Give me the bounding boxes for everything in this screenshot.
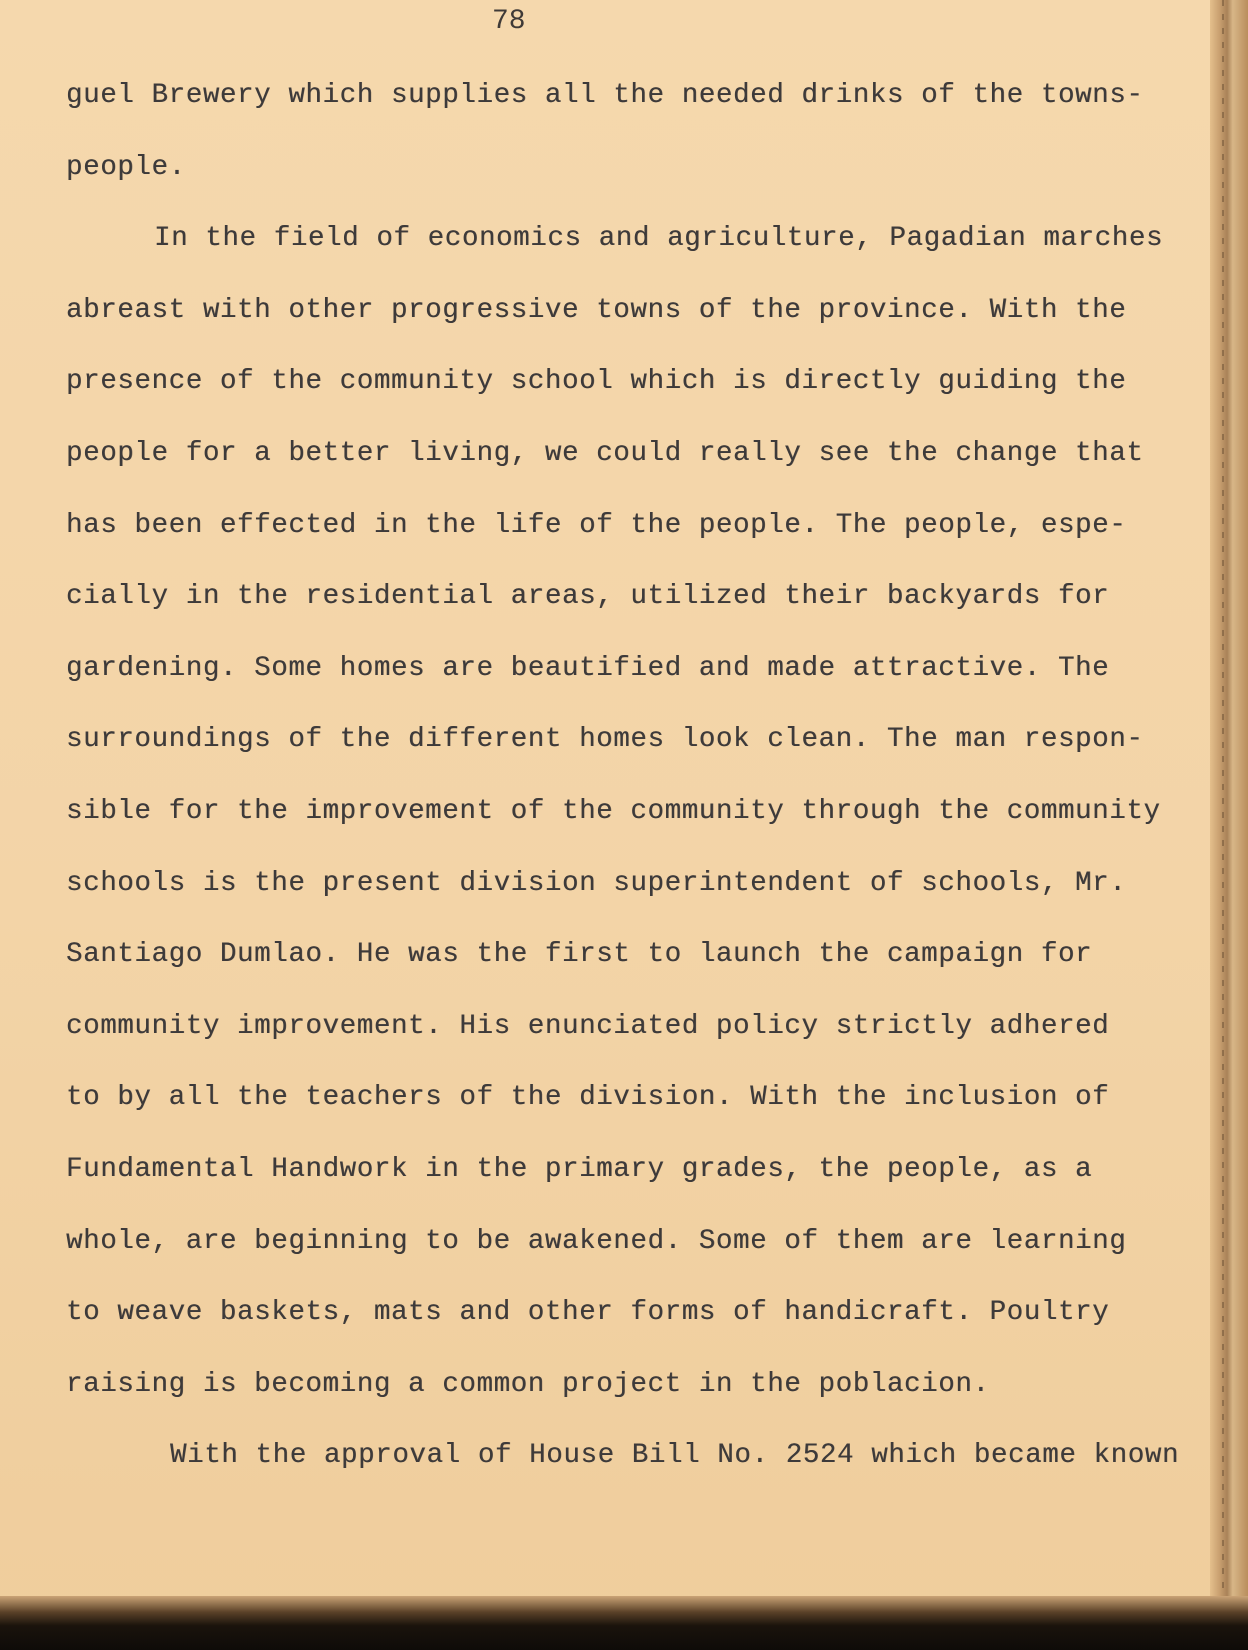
text-line: Fundamental Handwork in the primary grades, the people, as a	[66, 1153, 1093, 1185]
text-line: to by all the teachers of the division. With the inclusion of	[66, 1082, 1110, 1114]
paragraph-start-line: In the field of economics and agriculture, Pagadian marches	[154, 223, 1164, 255]
typewritten-text-body	[66, 60, 1206, 1492]
text-line: Santiago Dumlao. He was the first to launch the campaign for	[66, 939, 1093, 971]
text-line: guel Brewery which supplies all the needed drinks of the towns-	[66, 80, 1144, 111]
text-line: has been effected in the life of the people. The people, espe-	[66, 509, 1127, 541]
text-line: to weave baskets, mats and other forms of handicraft. Poultry	[66, 1297, 1110, 1329]
page-bottom-shadow	[0, 1596, 1248, 1650]
text-line: schools is the present division superintendent of schools, Mr.	[66, 867, 1127, 899]
text-line: people.	[66, 151, 186, 183]
text-line: gardening. Some homes are beautified and made attractive. The	[66, 652, 1110, 684]
text-line: whole, are beginning to be awakened. Some of them are learning	[66, 1225, 1127, 1257]
paragraph-start-line: With the approval of House Bill No. 2524 which became known	[170, 1440, 1180, 1472]
text-line: raising is becoming a common project in the poblacion.	[66, 1368, 990, 1400]
text-line: sible for the improvement of the community through the community	[66, 795, 1161, 827]
text-line: community improvement. His enunciated policy strictly adhered	[66, 1010, 1110, 1042]
text-line: abreast with other progressive towns of the province. With the	[66, 294, 1127, 326]
text-line: cially in the residential areas, utilized their backyards for	[66, 581, 1110, 613]
text-line: presence of the community school which is directly guiding the	[66, 366, 1127, 398]
book-binding-edge	[1210, 0, 1248, 1650]
text-line: people for a better living, we could really see the change that	[66, 437, 1144, 469]
text-line: surroundings of the different homes look clean. The man respon-	[66, 724, 1144, 756]
page-number: 78	[492, 6, 526, 37]
